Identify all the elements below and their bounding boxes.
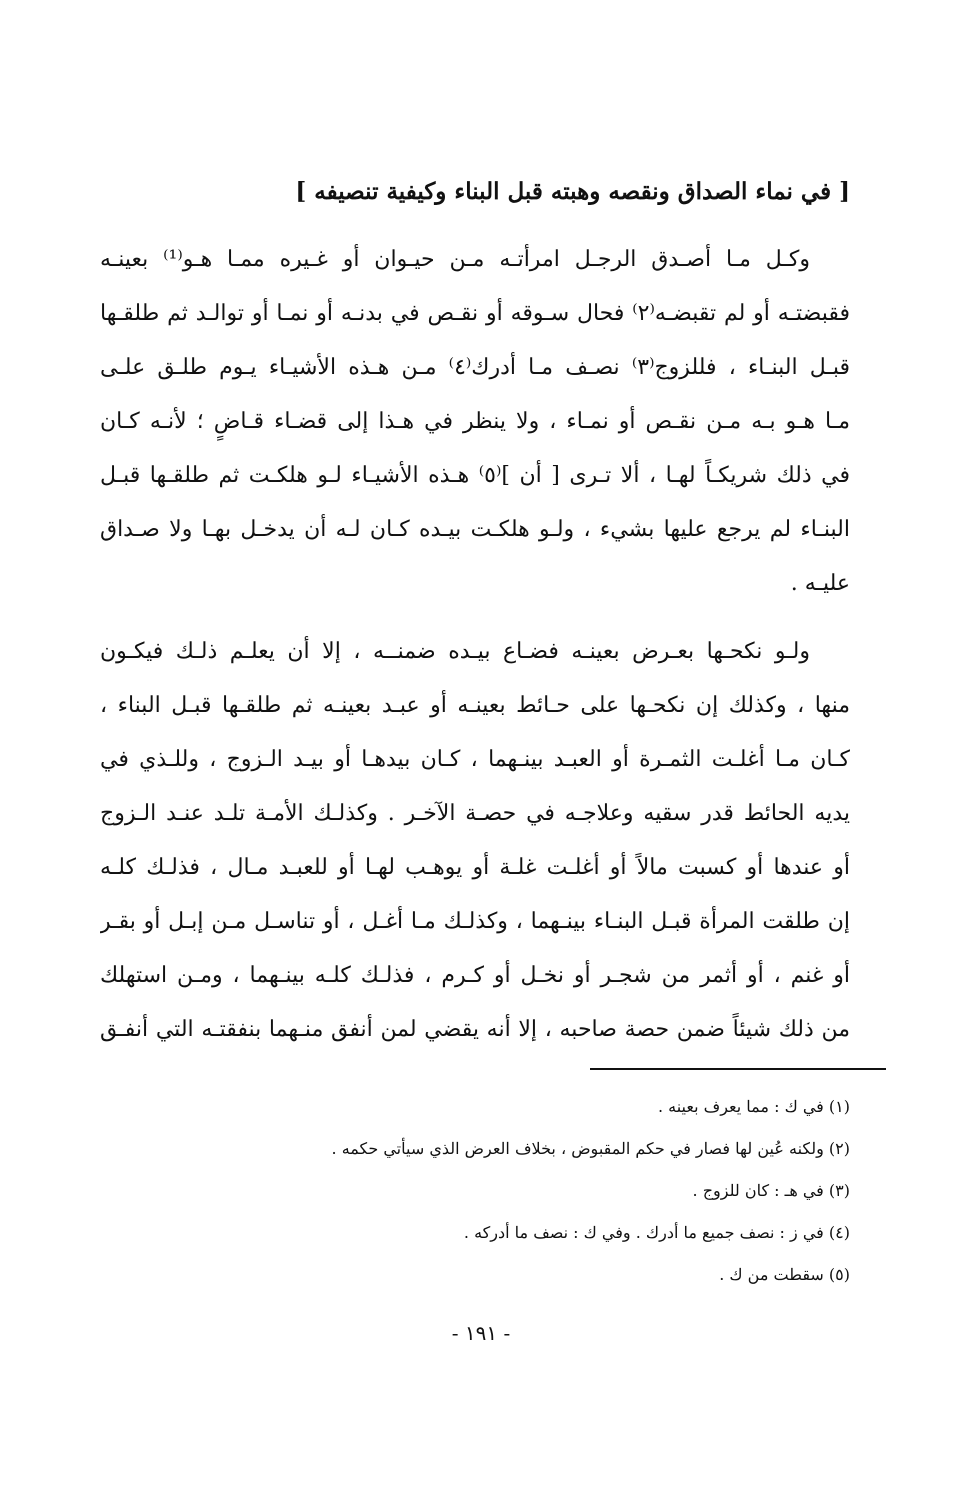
section-heading: [ في نماء الصداق ونقصه وهبته قبل البناء وكيفية تنصيفه ] [295, 178, 850, 205]
text-line: ولـو نكحـها بعـرض بعينـه فضـاع بيـده ضمنــه ، إلا أن يعلـم ذلـك فيكـون [100, 639, 810, 664]
main-text [100, 233, 850, 1057]
text-line: عليـه . [790, 571, 850, 596]
footnote-1: (١) في ك : مما يعرف بعينه . [657, 1097, 850, 1116]
paragraph-gap [100, 611, 850, 625]
text-line: في ذلك شريكـاً لهـا ، ألا تـرى [ أن ]⁽٥⁾ هـذه الأشيـاء لـو هلكـت ثم طلقـها قبـل [100, 463, 850, 488]
footnote-3: (٣) في هـ : كان للزوج . [692, 1181, 850, 1200]
footnote-4: (٤) في ز : نصف جميع ما أدرك . وفي ك : نصف ما أدركه . [463, 1223, 850, 1242]
footnote-5: (٥) سقطت من ك . [719, 1265, 850, 1284]
paragraph-1 [100, 233, 850, 611]
text-line: أو عندها أو كسبت مالاً أو أغلـت غلـة أو يوهـب لهـا أو للعبـد مـال ، فذلـك كلـه [100, 855, 850, 880]
footnotes [100, 1086, 850, 1296]
page-number: - ١٩١ - [451, 1321, 511, 1345]
text-line: وكـل مـا أصـدق الرجـل امرأتـه مـن حيـوان أو غـيره ممـا هـو⁽¹⁾ بعينـه [100, 247, 810, 272]
text-line: منها ، وكذلك إن نكحـها على حـائط بعينـه أو عبـد بعينـه ثم طلقـها قبـل البناء ، [100, 693, 850, 718]
text-line: قبـل البنـاء ، فللزوج⁽٣⁾ نصـف مـا أدرك⁽٤⁾ مـن هـذه الأشيـاء يـوم طلـق علـى [100, 355, 850, 380]
text-line: كـان مـا أغلـت الثمـرة أو العبـد بينـهما ، كـان بيدهـا أو بيـد الـزوج ، وللـذي في [100, 747, 850, 772]
paragraph-2 [100, 625, 850, 1057]
text-line: إن طلقت المرأة قبـل البنـاء بينـهما ، وكذلـك مـا أغـل ، أو تناسـل مـن إبـل أو بقـر [100, 909, 850, 934]
text-line: فقبضتـه أو لم تقبضـه⁽٢⁾ فحال سـوقه أو نقـص في بدنـه أو نمـا أو توالـد ثم طلقـها [100, 301, 850, 326]
footnote-separator [590, 1068, 886, 1070]
text-line: أو غنم ، أو أثمر من شجـر أو نخـل أو كـرم ، فذلـك كلـه بينـهما ، ومـن استهلك [100, 963, 850, 988]
text-line: مـا هـو بـه مـن نقـص أو نمـاء ، ولا ينظر في هـذا إلى قضـاء قـاضٍ ؛ لأنـه كـان [100, 409, 850, 434]
text-line: يديه الحائط قدر سقيه وعلاجـه في حصـة الآخـر . وكذلـك الأمـة تلـد عنـد الـزوج [100, 801, 850, 826]
footnote-2: (٢) ولكنه عُين لها فصار في حكم المقبوض ، بخلاف العرض الذي سيأتي حكمه . [331, 1139, 850, 1158]
text-line: البنـاء لم يرجع عليها بشيء ، ولـو هلكـت بيـده كـان لـه أن يدخـل بهـا ولا صـداق [100, 517, 850, 542]
text-line: من ذلك شيئاً ضمن حصة صاحبه ، إلا أنه يقضي لمن أنفق منـهما بنفقتـه التي أنفـق [100, 1017, 850, 1042]
